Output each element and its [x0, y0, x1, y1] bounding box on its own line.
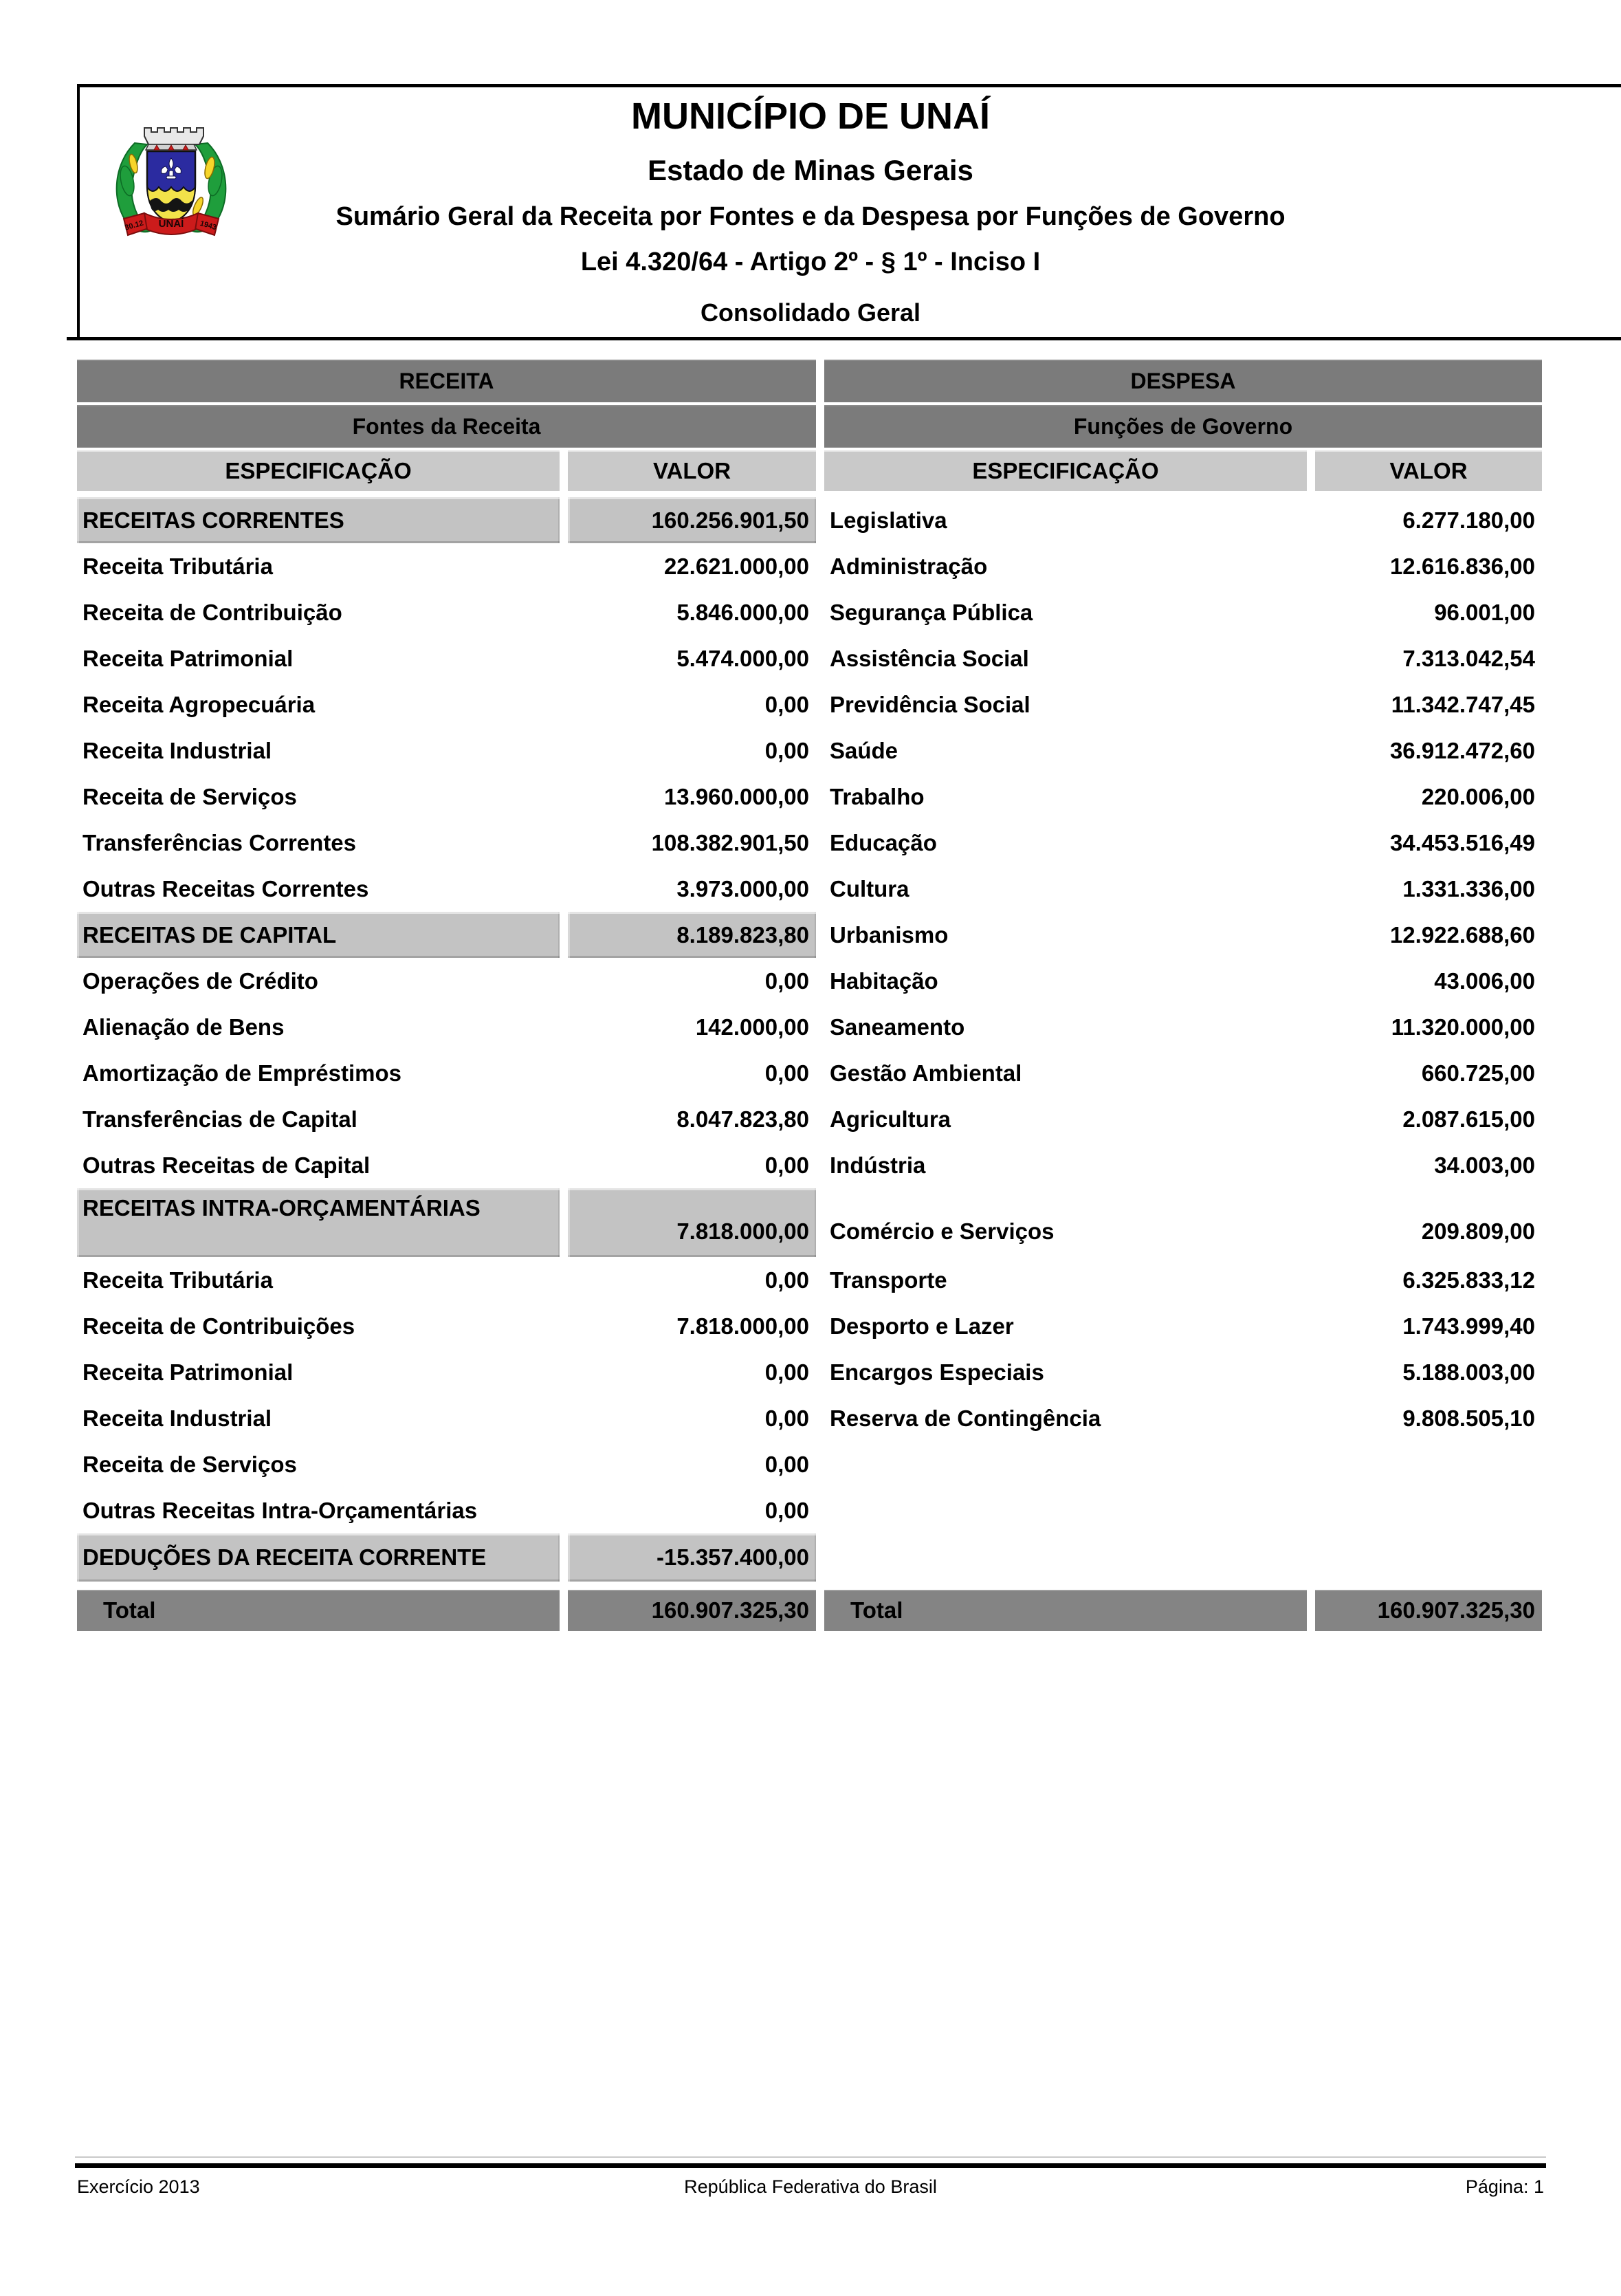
table-row [77, 1533, 816, 1582]
row-value: 36.912.472,60 [1389, 737, 1535, 763]
row-label: Assistência Social [830, 645, 1029, 671]
row-value: 3.973.000,00 [676, 875, 809, 901]
row-value: 7.818.000,00 [676, 1313, 809, 1339]
report-subtitle: Consolidado Geral [700, 298, 921, 327]
table-row [77, 1142, 816, 1188]
despesa-rows [824, 497, 1542, 1441]
row-value: 1.743.999,40 [1402, 1313, 1535, 1339]
row-value: 209.809,00 [1421, 1218, 1535, 1244]
table-row [824, 543, 1542, 589]
row-value: 0,00 [764, 1451, 809, 1477]
row-value: 8.189.823,80 [568, 912, 816, 958]
row-value: 43.006,00 [1434, 967, 1535, 994]
despesa-column-headers [824, 450, 1542, 491]
row-label: Operações de Crédito [82, 967, 318, 994]
table-row [77, 1441, 816, 1487]
row-label: Receita Patrimonial [82, 1359, 294, 1385]
table-row [824, 774, 1542, 820]
row-label: Receita Tributária [82, 1267, 273, 1293]
table-row [824, 635, 1542, 681]
row-value: 13.960.000,00 [663, 783, 809, 809]
row-label: Outras Receitas Intra-Orçamentárias [82, 1497, 478, 1523]
row-value: 6.277.180,00 [1402, 507, 1535, 533]
despesa-total-value: 160.907.325,30 [1315, 1590, 1542, 1631]
table-row [77, 589, 816, 635]
row-value: 0,00 [764, 1405, 809, 1431]
row-label: Administração [830, 553, 988, 579]
table-row [824, 1142, 1542, 1188]
table-row [77, 1303, 816, 1349]
row-value: 0,00 [764, 737, 809, 763]
row-value: 11.342.747,45 [1391, 691, 1535, 717]
receita-group-header: Fontes da Receita [77, 405, 816, 448]
table-row [824, 1303, 1542, 1349]
despesa-valor-header: VALOR [1315, 450, 1542, 491]
table-row [77, 1096, 816, 1142]
table-row [824, 728, 1542, 774]
table-row [77, 912, 816, 958]
table-row [824, 1050, 1542, 1096]
row-label: Alienação de Bens [82, 1014, 285, 1040]
row-value: 142.000,00 [695, 1014, 809, 1040]
table-row [77, 820, 816, 866]
logo-ribbon-name: UNAÍ [158, 218, 184, 230]
row-value: 0,00 [764, 1267, 809, 1293]
row-value: 9.808.505,10 [1402, 1405, 1535, 1431]
budget-table [77, 360, 1542, 1631]
table-row [77, 1349, 816, 1395]
table-row [824, 1395, 1542, 1441]
row-label: Previdência Social [830, 691, 1030, 717]
row-value: 0,00 [764, 1060, 809, 1086]
receita-rows [77, 497, 816, 1582]
row-value: 1.331.336,00 [1402, 875, 1535, 901]
row-label: RECEITAS INTRA-ORÇAMENTÁRIAS [77, 1188, 560, 1257]
municipality-name: MUNICÍPIO DE UNAÍ [630, 96, 991, 137]
receita-section-header: RECEITA [77, 360, 816, 402]
table-row [824, 1096, 1542, 1142]
row-label: Gestão Ambiental [830, 1060, 1022, 1086]
table-row [824, 866, 1542, 912]
row-value: 12.616.836,00 [1389, 553, 1535, 579]
receita-column [77, 360, 816, 1631]
row-value: 5.474.000,00 [676, 645, 809, 671]
table-row [77, 774, 816, 820]
table-row [77, 728, 816, 774]
table-row [77, 635, 816, 681]
row-value: -15.357.400,00 [568, 1533, 816, 1582]
row-value: 220.006,00 [1421, 783, 1535, 809]
table-row [824, 497, 1542, 543]
row-label: Encargos Especiais [830, 1359, 1044, 1385]
table-row [824, 681, 1542, 728]
despesa-especificacao-header: ESPECIFICAÇÃO [824, 450, 1307, 491]
row-label: Trabalho [830, 783, 925, 809]
row-value: 22.621.000,00 [663, 553, 809, 579]
row-value: 34.003,00 [1434, 1152, 1535, 1178]
row-value: 5.846.000,00 [676, 599, 809, 625]
row-value: 0,00 [764, 1497, 809, 1523]
table-row [77, 1188, 816, 1257]
footer-page-number: Página: 1 [1465, 2176, 1544, 2197]
row-value: 7.818.000,00 [568, 1188, 816, 1257]
row-label: Receita de Contribuição [82, 599, 342, 625]
row-value: 108.382.901,50 [651, 829, 809, 855]
table-row [824, 589, 1542, 635]
row-label: DEDUÇÕES DA RECEITA CORRENTE [77, 1533, 560, 1582]
footer-country: República Federativa do Brasil [684, 2176, 937, 2197]
row-label: Reserva de Contingência [830, 1405, 1101, 1431]
row-value: 0,00 [764, 967, 809, 994]
table-row [824, 820, 1542, 866]
row-label: Educação [830, 829, 937, 855]
table-row [824, 912, 1542, 958]
footer-light-rule [75, 2156, 1546, 2158]
row-value: 12.922.688,60 [1389, 921, 1535, 948]
row-value: 660.725,00 [1421, 1060, 1535, 1086]
row-label: Amortização de Empréstimos [82, 1060, 401, 1086]
row-value: 34.453.516,49 [1389, 829, 1535, 855]
row-label: Receita de Serviços [82, 1451, 297, 1477]
table-row [77, 958, 816, 1004]
table-row [77, 1487, 816, 1533]
row-label: Receita de Contribuições [82, 1313, 355, 1339]
row-label: Receita de Serviços [82, 783, 297, 809]
row-label: Receita Patrimonial [82, 645, 294, 671]
receita-especificacao-header: ESPECIFICAÇÃO [77, 450, 560, 491]
header-top-rule [77, 84, 1621, 87]
row-label: Saúde [830, 737, 898, 763]
row-label: Comércio e Serviços [830, 1218, 1055, 1244]
row-value: 0,00 [764, 1152, 809, 1178]
row-label: Legislativa [830, 507, 947, 533]
footer-exercise-year: Exercício 2013 [77, 2176, 200, 2197]
row-label: Saneamento [830, 1014, 965, 1040]
row-value: 11.320.000,00 [1391, 1014, 1535, 1040]
row-value: 6.325.833,12 [1402, 1267, 1535, 1293]
row-value: 5.188.003,00 [1402, 1359, 1535, 1385]
law-reference: Lei 4.320/64 - Artigo 2º - § 1º - Inciso I [580, 248, 1041, 276]
row-label: RECEITAS DE CAPITAL [77, 912, 560, 958]
receita-total-value: 160.907.325,30 [568, 1590, 816, 1631]
row-label: Transferências de Capital [82, 1106, 357, 1132]
row-label: Transporte [830, 1267, 947, 1293]
row-value: 0,00 [764, 1359, 809, 1385]
footer-rule [75, 2163, 1546, 2168]
table-row [77, 681, 816, 728]
row-label: Desporto e Lazer [830, 1313, 1014, 1339]
table-row [77, 1004, 816, 1050]
despesa-group-header: Funções de Governo [824, 405, 1542, 448]
table-row [824, 1349, 1542, 1395]
row-value: 96.001,00 [1434, 599, 1535, 625]
table-row [824, 958, 1542, 1004]
despesa-section-header: DESPESA [824, 360, 1542, 402]
row-value: 0,00 [764, 691, 809, 717]
row-label: Receita Tributária [82, 553, 273, 579]
row-label: Habitação [830, 967, 938, 994]
row-value: 160.256.901,50 [568, 497, 816, 543]
table-row [824, 1188, 1542, 1257]
row-label: RECEITAS CORRENTES [77, 497, 560, 543]
table-row [77, 543, 816, 589]
receita-total-label: Total [77, 1590, 560, 1631]
despesa-total-label: Total [824, 1590, 1307, 1631]
report-title: Sumário Geral da Receita por Fontes e da Despesa por Funções de Governo [335, 202, 1286, 231]
receita-total-row [77, 1590, 816, 1631]
row-value: 2.087.615,00 [1402, 1106, 1535, 1132]
row-label: Receita Industrial [82, 737, 272, 763]
row-label: Cultura [830, 875, 909, 901]
row-label: Indústria [830, 1152, 926, 1178]
receita-column-headers [77, 450, 816, 491]
row-value: 7.313.042,54 [1402, 645, 1535, 671]
row-label: Transferências Correntes [82, 829, 357, 855]
table-row [77, 497, 816, 543]
table-row [77, 866, 816, 912]
row-label: Receita Agropecuária [82, 691, 316, 717]
table-row [77, 1257, 816, 1303]
row-label: Receita Industrial [82, 1405, 272, 1431]
row-label: Outras Receitas de Capital [82, 1152, 371, 1178]
table-row [77, 1050, 816, 1096]
table-row [77, 1395, 816, 1441]
despesa-total-row [824, 1590, 1542, 1631]
logo-ribbon-date-left: 30.12 [124, 219, 145, 232]
state-name: Estado de Minas Gerais [648, 154, 973, 186]
row-label: Agricultura [830, 1106, 951, 1132]
header-bottom-rule [67, 337, 1621, 340]
row-label: Outras Receitas Correntes [82, 875, 369, 901]
table-row [824, 1257, 1542, 1303]
table-row [824, 1004, 1542, 1050]
receita-valor-header: VALOR [568, 450, 816, 491]
row-label: Urbanismo [830, 921, 949, 948]
row-value: 8.047.823,80 [676, 1106, 809, 1132]
row-label: Segurança Pública [830, 599, 1033, 625]
logo-ribbon-date-right: 1943 [199, 219, 218, 232]
despesa-column [824, 360, 1542, 1631]
